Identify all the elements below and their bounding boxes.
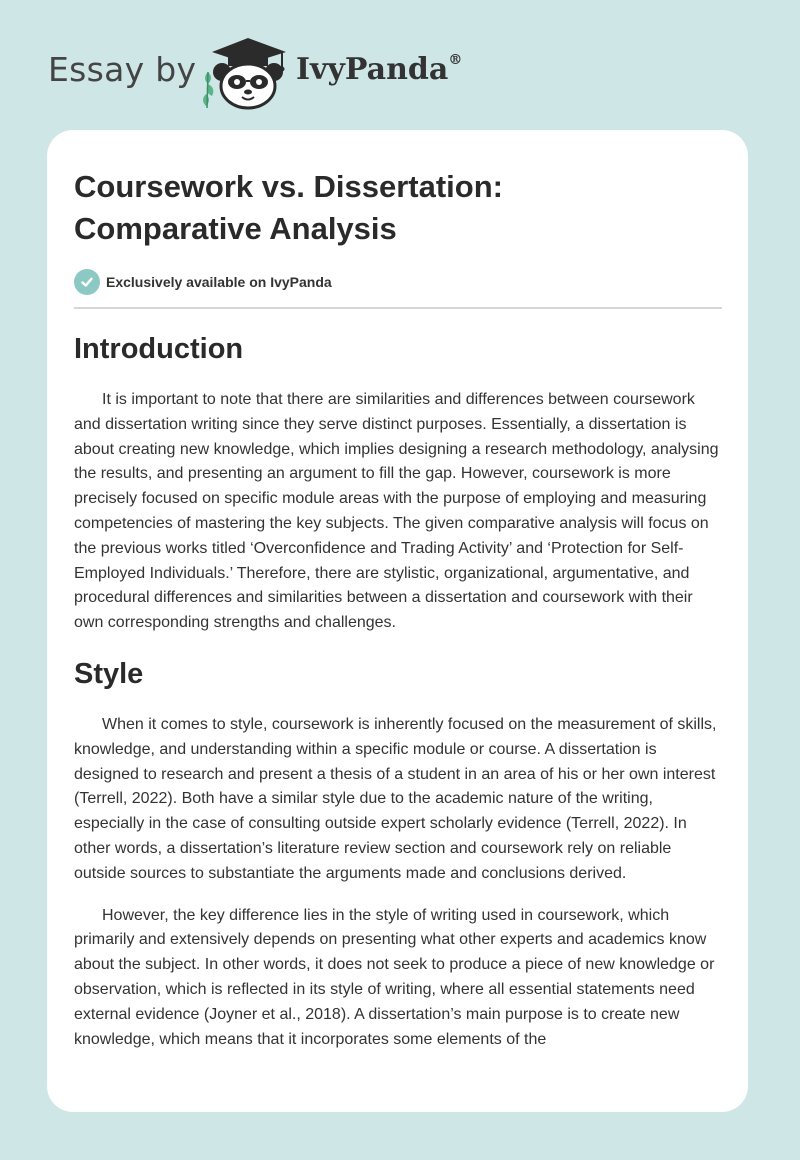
divider [74,307,722,309]
title-line-2: Comparative Analysis [74,211,397,246]
section-heading-style: Style [74,657,144,690]
section-heading-introduction: Introduction [74,333,244,365]
ivypanda-logo-icon[interactable] [200,34,290,110]
checkmark-icon [74,269,100,295]
exclusive-badge [74,268,722,296]
paragraph: It is important to note that there are similarities and differences between coursework and dissertation writing since they serve distinct purposes. Essentially, a dissertation is about creating new knowledge, which implies designing a research methodology, analysing the results, and presenting an argument to fill the gap. However, coursework is more precisely focused on specific module areas with the purpose of employing and measuring competencies of mastering the key subjects. The given comparative analysis will focus on the previous works titled ‘Overconfidence and Trading Activity’ and ‘Protection for Self-Employed Individuals.’ Therefore, there are stylistic, organizational, argumentative, and procedural differences and similarities between a dissertation and coursework with their own corresponding strengths and challenges. [74,391,719,632]
essay-by-label: Essay by [48,50,197,89]
site-header [0,0,800,120]
exclusive-badge-text: Exclusively available on IvyPanda [106,274,332,290]
article-title [74,166,722,250]
paragraph: However, the key difference lies in the style of writing used in coursework, which primarily and extensively depends on presenting what other experts and academics know about the subject. In other words, it does not seek to produce a piece of new knowledge or observation, which is reflected in its style of writing, where all essential statements need external evidence (Joyner et al., 2018). A dissertation’s main purpose is to create new knowledge, which means that it incorporates some elements of the [74,906,715,1048]
title-line-1: Coursework vs. Dissertation: [74,169,503,204]
brand-name[interactable]: IvyPanda® [296,52,463,87]
registered-mark: ® [448,52,463,68]
article-card [47,130,748,1112]
paragraph: When it comes to style, coursework is inherently focused on the measurement of skills, knowledge, and understanding within a specific module or course. A dissertation is designed to research and present a thesis of a student in an area of his or her own interest (Terrell, 2022). Both have a similar style due to the academic nature of the writing, especially in the case of consulting outside expert scholarly evidence (Terrell, 2022). In other words, a dissertation’s literature review section and coursework rely on reliable outside sources to substantiate the arguments made and conclusions derived. [74,715,717,882]
article-content [74,166,722,1052]
